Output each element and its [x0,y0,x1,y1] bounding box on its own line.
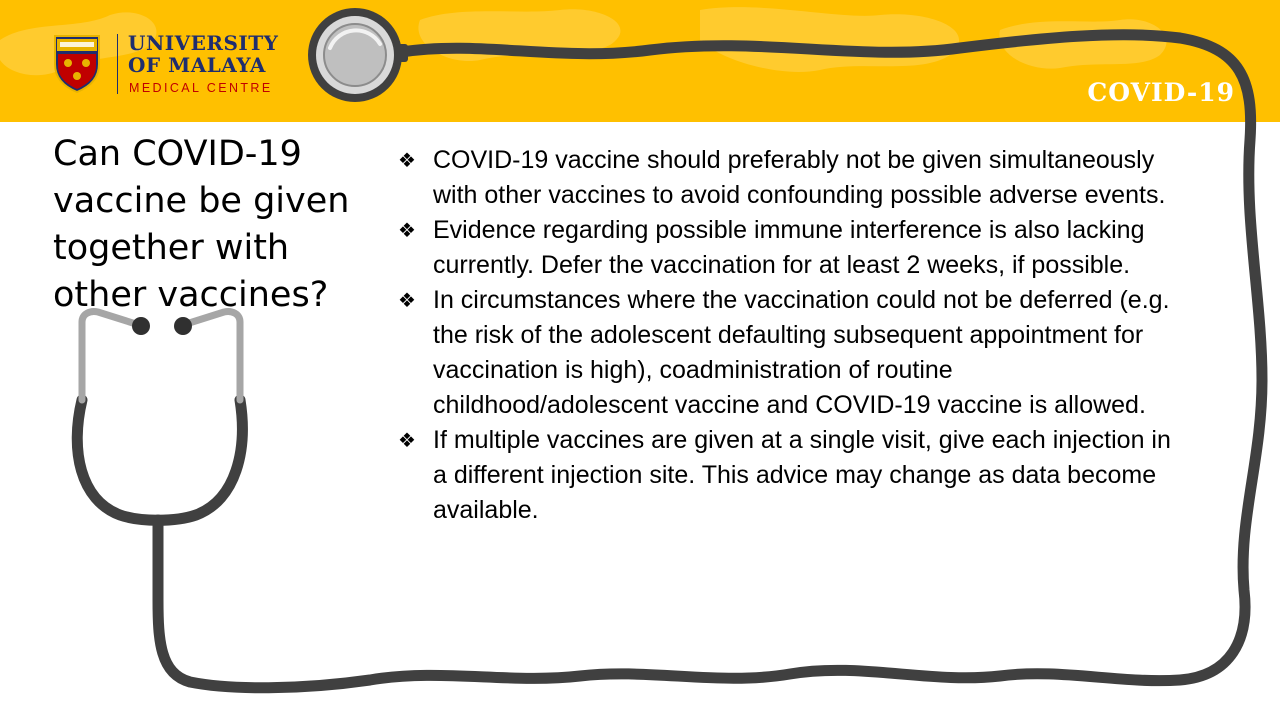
university-logo [52,30,297,100]
stethoscope-binaural [77,400,242,520]
answer-bullet-list [398,143,1188,528]
answer-bullet [398,283,1188,423]
stethoscope-ear-tube-left [82,311,136,400]
diamond-bullet-icon: ❖ [398,288,416,312]
diamond-bullet-icon: ❖ [398,218,416,242]
stethoscope-ear-tube-right [186,311,240,400]
logo-university-text: UNIVERSITY [128,31,279,55]
bullet-text: COVID-19 vaccine should preferably not be given simultaneously with other vaccines to avoid confounding possible adverse events. [433,146,1166,209]
answer-bullet [398,143,1188,213]
answer-bullet [398,213,1188,283]
answer-bullet [398,423,1188,528]
covid-19-tag: COVID-19 [1087,78,1235,107]
logo-of-malaya-text: OF MALAYA [128,53,266,77]
crest-icon [52,30,102,94]
stethoscope-earpiece-left [132,317,150,335]
bullet-text: If multiple vaccines are given at a single visit, give each injection in a different injection site. This advice may change as data become available. [433,426,1171,524]
logo-medical-centre-text: MEDICAL CENTRE [129,81,273,95]
bullet-text: In circumstances where the vaccination could not be deferred (e.g. the risk of the adolescent defaulting subsequent appointment for vaccination is high), coadministration of routine childhood/adolescent vaccine and COVID-19 vaccine is allowed. [433,286,1170,419]
question-heading: Can COVID-19 vaccine be given together with other vaccines? [53,134,350,315]
bullet-text: Evidence regarding possible immune interference is also lacking currently. Defer the vaccination for at least 2 weeks, if possible. [433,216,1145,279]
diamond-bullet-icon: ❖ [398,428,416,452]
stethoscope-earpiece-right [174,317,192,335]
diamond-bullet-icon: ❖ [398,148,416,172]
logo-divider [117,34,118,94]
